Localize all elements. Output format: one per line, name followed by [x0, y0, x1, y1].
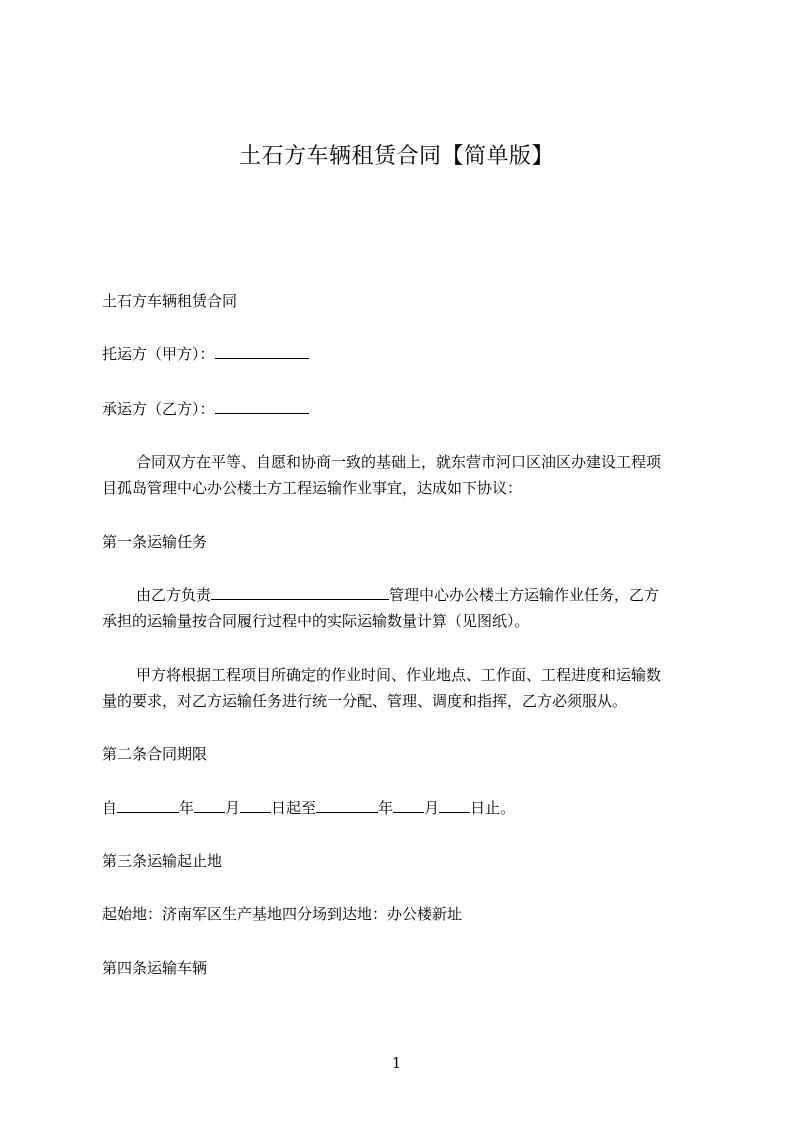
party-b-line	[102, 396, 702, 422]
article-1-p2-line-1: 甲方将根据工程项目所确定的作业时间、作业地点、工作面、工程进度和运输数	[136, 666, 662, 684]
intro-line-2: 目孤岛管理中心办公楼土方工程运输作业事宜，达成如下协议：	[102, 479, 523, 497]
term-year-blank-1	[117, 796, 179, 813]
article-1-title: 第一条运输任务	[102, 533, 208, 551]
party-a-line	[102, 341, 702, 367]
contract-heading: 土石方车辆租赁合同	[102, 292, 238, 310]
term-year-2: 年	[378, 799, 394, 817]
document-title: 土石方车辆租赁合同【简单版】	[238, 144, 554, 169]
term-day-1-to: 日起至	[271, 799, 317, 817]
term-month-blank-2	[393, 796, 424, 813]
intro-paragraph	[102, 449, 702, 501]
term-month-1: 月	[225, 799, 241, 817]
article-2-title: 第二条合同期限	[102, 745, 208, 763]
article-1-p2-line-2: 量的要求，对乙方运输任务进行统一分配、管理、调度和指挥，乙方必须服从。	[102, 692, 628, 710]
term-day-2-end: 日止。	[470, 799, 516, 817]
term-day-blank-2	[439, 796, 470, 813]
page-number: 1	[391, 1054, 402, 1072]
article-1-paragraph-1	[102, 582, 702, 634]
article-3-title: 第三条运输起止地	[102, 852, 223, 870]
term-month-2: 月	[424, 799, 440, 817]
article-3-content: 起始地：济南军区生产基地四分场到达地：办公楼新址	[102, 905, 463, 923]
article-1-paragraph-2	[102, 662, 702, 714]
term-year-1: 年	[179, 799, 195, 817]
article-1-p1-prefix: 由乙方负责	[136, 586, 212, 604]
term-year-blank-2	[316, 796, 378, 813]
intro-line-1: 合同双方在平等、自愿和协商一致的基础上，就东营市河口区油区办建设工程项	[136, 453, 662, 471]
article-1-p1-line-2: 承担的运输量按合同履行过程中的实际运输数量计算（见图纸）。	[102, 612, 530, 630]
article-1-p1-line-1	[102, 582, 702, 608]
party-a-label: 托运方（甲方）：	[102, 345, 215, 363]
article-1-blank	[211, 583, 389, 600]
term-from: 自	[102, 799, 118, 817]
term-day-blank-1	[240, 796, 271, 813]
term-line	[102, 795, 702, 821]
party-b-blank	[215, 397, 309, 414]
article-1-p1-suffix: 管理中心办公楼土方运输作业任务，乙方	[389, 586, 660, 604]
party-a-blank	[215, 342, 309, 359]
party-b-label: 承运方（乙方）：	[102, 400, 215, 418]
term-month-blank-1	[194, 796, 225, 813]
article-4-title: 第四条运输车辆	[102, 959, 208, 977]
